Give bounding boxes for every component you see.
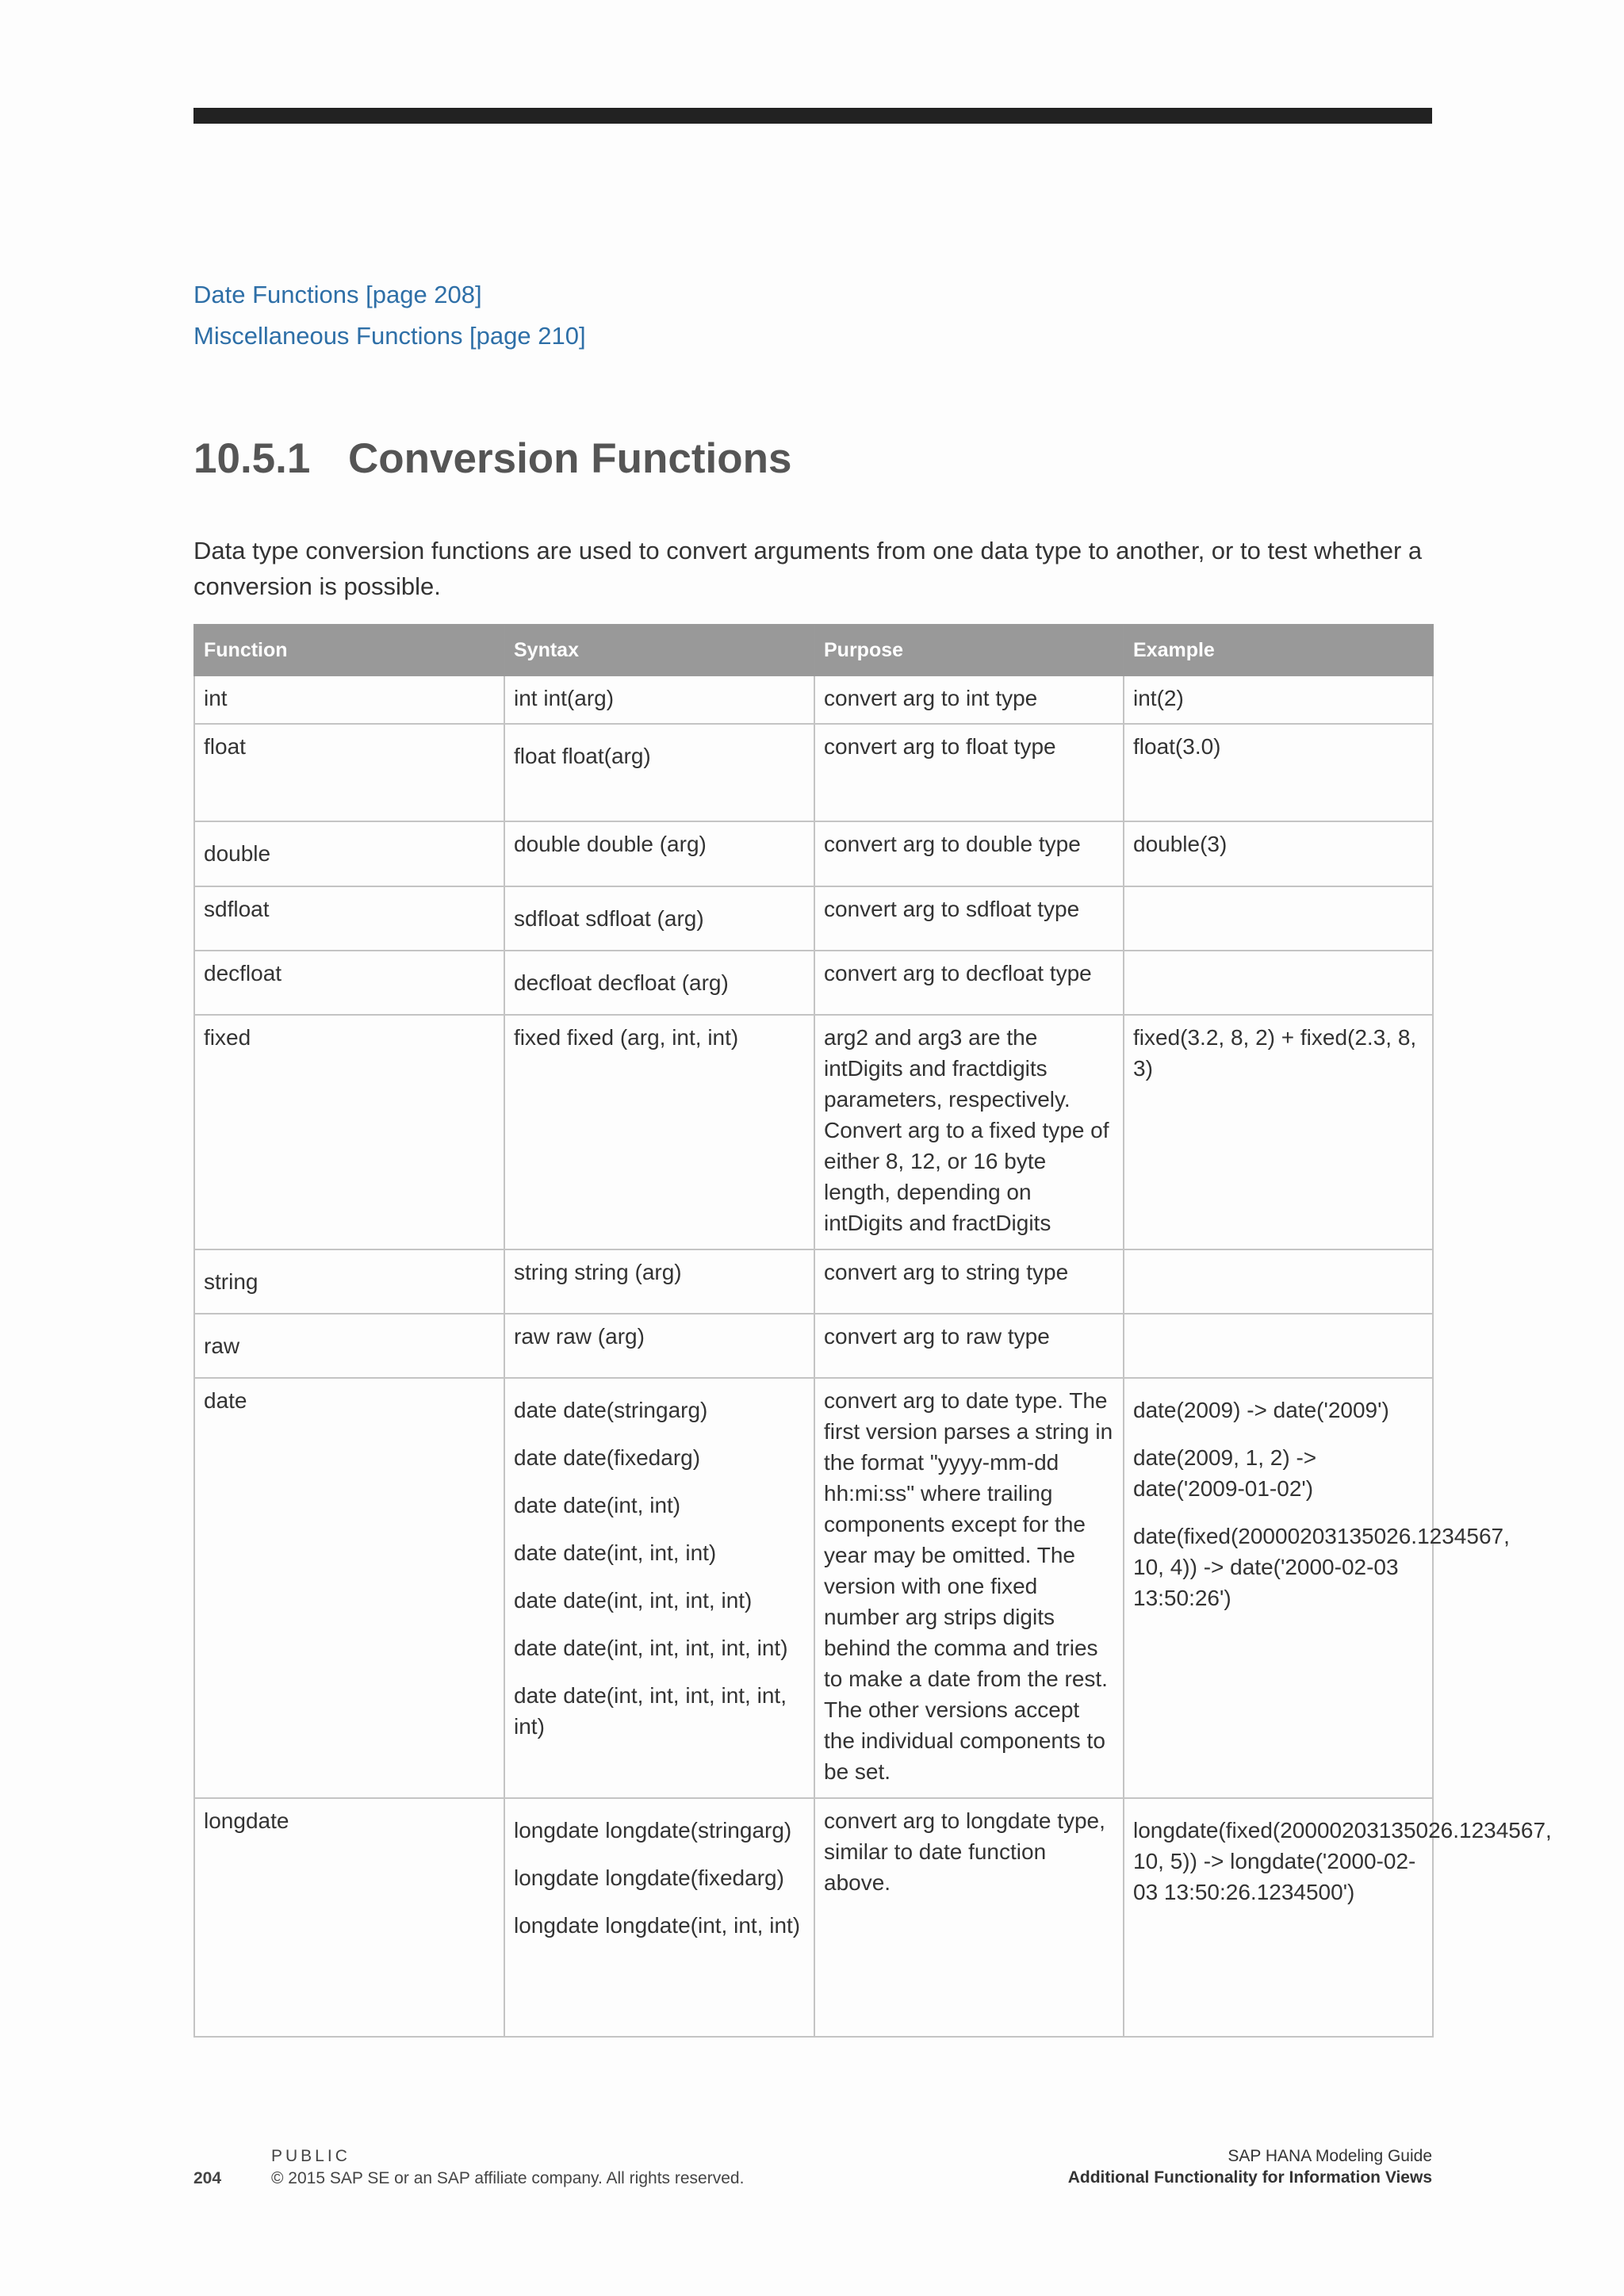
header-syntax: Syntax <box>504 625 814 675</box>
cell-syntax <box>504 821 814 886</box>
section-number: 10.5.1 <box>193 435 311 482</box>
cell-syntax <box>504 1378 814 1798</box>
footer-classification: PUBLIC <box>271 2147 350 2165</box>
cell-syntax <box>504 724 814 821</box>
example-line: date(fixed(20000203135026.1234567, 10, 4)) -> date('2000-02-03 13:50:26') <box>1133 1524 1510 1610</box>
cell-purpose: arg2 and arg3 are the intDigits and fractdigits parameters, respectively. Convert arg to a fixed type of either 8, 12, or 16 byte length, depending on intDigits and fractDigits <box>814 1015 1124 1249</box>
function-name: string <box>204 1269 259 1294</box>
cell-purpose: convert arg to int type <box>814 675 1124 724</box>
syntax-line: raw raw (arg) <box>514 1324 645 1349</box>
cell-syntax <box>504 1314 814 1378</box>
footer-doc-title: SAP HANA Modeling Guide <box>1228 2147 1432 2165</box>
syntax-line: fixed fixed (arg, int, int) <box>514 1025 739 1050</box>
cell-example <box>1124 1314 1433 1378</box>
example-line: float(3.0) <box>1133 734 1221 759</box>
cell-syntax <box>504 886 814 951</box>
footer-right <box>1068 2147 1432 2187</box>
syntax-line: sdfloat sdfloat (arg) <box>514 906 704 931</box>
example-line: fixed(3.2, 8, 2) + fixed(2.3, 8, 3) <box>1133 1025 1417 1081</box>
cell-function: date <box>194 1378 504 1798</box>
header-rule <box>193 108 1432 124</box>
footer-chapter-title: Additional Functionality for Information Views <box>1067 2168 1432 2187</box>
footer-copyright: © 2015 SAP SE or an SAP affiliate company. All rights reserved. <box>271 2169 745 2187</box>
function-name: raw <box>204 1334 240 1358</box>
syntax-line: date date(int, int, int, int, int) <box>514 1636 788 1660</box>
link-miscellaneous-functions[interactable]: Miscellaneous Functions [page 210] <box>193 322 586 350</box>
syntax-line: date date(int, int) <box>514 1493 681 1517</box>
example-line: double(3) <box>1133 832 1228 856</box>
syntax-line: string string (arg) <box>514 1260 682 1284</box>
table-row-string <box>194 1249 1433 1314</box>
cell-syntax <box>504 1798 814 2037</box>
table-row-fixed <box>194 1015 1433 1249</box>
header-purpose: Purpose <box>814 625 1124 675</box>
function-name: double <box>204 841 271 866</box>
syntax-line: longdate longdate(stringarg) <box>514 1818 792 1843</box>
cell-purpose: convert arg to float type <box>814 724 1124 821</box>
cell-example <box>1124 675 1433 724</box>
cell-syntax <box>504 1015 814 1249</box>
cell-function: longdate <box>194 1798 504 2037</box>
cell-purpose: convert arg to longdate type, similar to date function above. <box>814 1798 1124 2037</box>
cell-example <box>1124 1378 1510 1798</box>
syntax-line: decfloat decfloat (arg) <box>514 970 729 995</box>
cell-purpose: convert arg to raw type <box>814 1314 1124 1378</box>
syntax-line: date date(fixedarg) <box>514 1445 701 1470</box>
header-function: Function <box>194 625 504 675</box>
cell-example <box>1124 724 1433 821</box>
syntax-line: longdate longdate(int, int, int) <box>514 1913 801 1938</box>
cell-example <box>1124 1798 1552 2037</box>
example-line: longdate(fixed(20000203135026.1234567, 10, 5)) -> longdate('2000-02-03 13:50:26.1234500') <box>1133 1818 1552 1904</box>
syntax-line: float float(arg) <box>514 744 651 768</box>
cell-syntax <box>504 675 814 724</box>
page-number: 204 <box>193 2169 222 2187</box>
syntax-line: longdate longdate(fixedarg) <box>514 1866 784 1890</box>
cell-example <box>1124 1015 1433 1249</box>
link-date-functions[interactable]: Date Functions [page 208] <box>193 281 482 308</box>
cell-function: fixed <box>194 1015 504 1249</box>
section-title: Conversion Functions <box>348 435 792 482</box>
cell-purpose: convert arg to date type. The first version parses a string in the format "yyyy-mm-dd hh:mi:ss" where trailing components except for the year may be omitted. The version with one fixed number arg strips digits behind the comma and tries to make a date from the rest. The other versions accept the individual components to be set. <box>814 1378 1124 1798</box>
example-line: int(2) <box>1133 686 1184 710</box>
cell-function <box>194 1314 504 1378</box>
cell-purpose: convert arg to decfloat type <box>814 951 1124 1015</box>
cell-purpose: convert arg to double type <box>814 821 1124 886</box>
table-row-float <box>194 724 1433 821</box>
header-example: Example <box>1124 625 1433 675</box>
cell-syntax <box>504 951 814 1015</box>
table-header-row <box>194 625 1433 675</box>
table-row-sdfloat <box>194 886 1433 951</box>
syntax-line: date date(stringarg) <box>514 1398 708 1422</box>
syntax-line: date date(int, int, int) <box>514 1540 717 1565</box>
related-links <box>193 274 586 357</box>
example-line: date(2009, 1, 2) -> date('2009-01-02') <box>1133 1445 1317 1501</box>
cell-function: int <box>194 675 504 724</box>
syntax-line: date date(int, int, int, int, int, int) <box>514 1683 787 1739</box>
cell-syntax <box>504 1249 814 1314</box>
table-row-double <box>194 821 1433 886</box>
cell-example <box>1124 951 1433 1015</box>
table-row-int <box>194 675 1433 724</box>
table-row-decfloat <box>194 951 1433 1015</box>
cell-function: float <box>194 724 504 821</box>
cell-function <box>194 821 504 886</box>
section-intro: Data type conversion functions are used to convert arguments from one data type to another, or to test whether a conversion is possible. <box>193 537 1423 600</box>
table-row-raw <box>194 1314 1433 1378</box>
cell-function: sdfloat <box>194 886 504 951</box>
cell-purpose: convert arg to sdfloat type <box>814 886 1124 951</box>
cell-function <box>194 1249 504 1314</box>
table-row-longdate <box>194 1798 1433 2037</box>
section-heading <box>193 434 791 483</box>
cell-function: decfloat <box>194 951 504 1015</box>
syntax-line: int int(arg) <box>514 686 615 710</box>
cell-example <box>1124 821 1433 886</box>
cell-example <box>1124 886 1433 951</box>
syntax-line: double double (arg) <box>514 832 707 856</box>
example-line: date(2009) -> date('2009') <box>1133 1398 1389 1422</box>
cell-example <box>1124 1249 1433 1314</box>
conversion-functions-table <box>193 624 1552 2038</box>
table-row-date <box>194 1378 1433 1798</box>
syntax-line: date date(int, int, int, int) <box>514 1588 753 1613</box>
cell-purpose: convert arg to string type <box>814 1249 1124 1314</box>
